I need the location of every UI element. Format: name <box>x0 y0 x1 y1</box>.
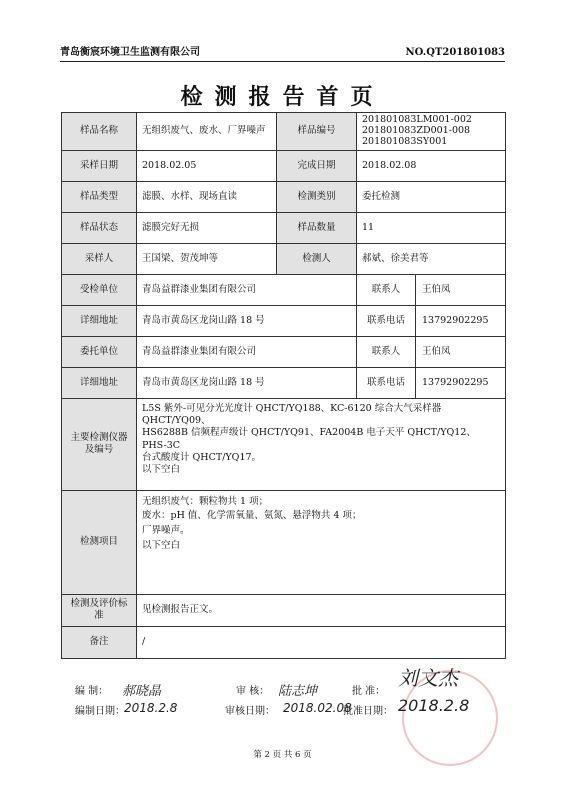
test-type-label: 检测类别 <box>277 181 357 212</box>
instrument-line: 台式酸度计 QHCT/YQ17。 <box>142 452 262 464</box>
table-row <box>62 594 506 626</box>
address2-label: 详细地址 <box>62 367 137 398</box>
completion-date-label: 完成日期 <box>277 150 357 181</box>
standard-label: 检测及评价标准 <box>62 594 137 626</box>
table-row <box>62 150 506 181</box>
sampling-date-label: 采样日期 <box>62 150 137 181</box>
report-number: NO.QT201801083 <box>405 47 505 58</box>
item-line: 废水：pH 值、化学需氧量、氨氮、悬浮物共 4 项； <box>142 510 362 522</box>
compile-signature: 郝晓晶 <box>122 684 162 699</box>
remarks-label: 备注 <box>62 626 137 658</box>
page-footer: 第 2 页 共 6 页 <box>253 750 312 760</box>
address-value: 青岛市黄岛区龙岗山路 18 号 <box>137 305 357 336</box>
sampler-label: 采样人 <box>62 243 137 274</box>
table-row <box>62 212 506 243</box>
table-row <box>62 336 506 367</box>
sample-no-line: 201801083LM001-002 <box>362 114 472 125</box>
approve-date: 2018.2.8 <box>398 696 470 715</box>
table-row <box>62 626 506 658</box>
item-line: 以下空白 <box>142 539 181 551</box>
table-row <box>62 490 506 594</box>
page-title: 检测报告首页 <box>180 84 385 110</box>
table-row <box>62 398 506 490</box>
standard-value: 见检测报告正文。 <box>137 594 506 626</box>
table-row <box>62 367 506 398</box>
sample-qty-value: 11 <box>357 212 506 243</box>
table-row <box>62 305 506 336</box>
sample-type-value: 滤膜、水样、现场直读 <box>137 181 277 212</box>
approve-date-label: 批准日期： <box>343 706 393 717</box>
report-table <box>61 112 506 659</box>
sample-no-line: 201801083SY001 <box>362 135 448 147</box>
table-row <box>62 113 506 151</box>
company-name: 青岛衡宸环境卫生监测有限公司 <box>60 47 200 58</box>
table-row <box>62 274 506 305</box>
completion-date-value: 2018.02.08 <box>357 150 506 181</box>
phone-cell <box>357 305 506 336</box>
client-value: 青岛益群漆业集团有限公司 <box>137 274 357 305</box>
phone-label: 联系电话 <box>357 306 416 336</box>
contact-cell <box>357 274 506 305</box>
phone-value: 13792902295 <box>422 314 489 326</box>
compile-date: 2018.2.8 <box>124 701 178 715</box>
sample-name-label: 样品名称 <box>62 113 137 151</box>
instrument-line: 以下空白 <box>142 464 181 476</box>
table-row <box>62 243 506 274</box>
phone2-cell <box>357 367 506 398</box>
review-label: 审 核： <box>236 686 270 697</box>
test-type-value: 委托检测 <box>357 181 506 212</box>
address2-value: 青岛市黄岛区龙岗山路 18 号 <box>137 367 357 398</box>
review-date-label: 审核日期： <box>225 706 275 717</box>
sampling-date-value: 2018.02.05 <box>137 150 277 181</box>
phone2-value: 13792902295 <box>422 376 489 388</box>
tester-value: 郝斌、徐美君等 <box>357 243 506 274</box>
sample-no-value <box>357 113 506 151</box>
instruments-value <box>137 398 506 490</box>
instrument-line: HS6288B 信频程声级计 QHCT/YQ91、FA2004B 电子天平 QHCT/YQ12、PHS-3C <box>142 427 476 451</box>
contact2-cell <box>357 336 506 367</box>
item-line: 无组织废气：颗粒物共 1 项； <box>142 495 269 507</box>
sample-no-line: 201801083ZD001-008 <box>362 124 471 136</box>
table-row <box>62 181 506 212</box>
items-label: 检测项目 <box>62 490 137 594</box>
sample-type-label: 样品类型 <box>62 181 137 212</box>
review-signature: 陆志坤 <box>278 684 318 699</box>
entrust-value: 青岛益群漆业集团有限公司 <box>137 336 357 367</box>
address-label: 详细地址 <box>62 305 137 336</box>
item-line: 厂界噪声。 <box>142 525 190 537</box>
page-header <box>60 42 505 58</box>
instrument-line: L5S 紫外-可见分光光度计 QHCT/YQ188、KC-6120 综合大气采样器 QHCT/YQ09、 <box>142 402 442 427</box>
approve-label: 批 准： <box>352 686 386 697</box>
contact-value: 王伯凤 <box>422 283 451 295</box>
sample-state-value: 滤膜完好无损 <box>137 212 277 243</box>
compile-date-label: 编制日期： <box>75 706 125 717</box>
sample-no-label: 样品编号 <box>277 113 357 151</box>
phone2-label: 联系电话 <box>357 368 416 398</box>
sample-qty-label: 样品数量 <box>277 212 357 243</box>
review-date: 2018.02.08 <box>283 701 352 715</box>
sampler-value: 王国梁、贺茂坤等 <box>137 243 277 274</box>
header-divider <box>60 61 505 62</box>
sample-name-value: 无组织废气、废水、厂界噪声 <box>137 113 277 151</box>
contact2-value: 王伯凤 <box>422 345 451 357</box>
contact2-label: 联系人 <box>357 337 416 367</box>
instruments-label: 主要检测仪器及编号 <box>62 398 137 490</box>
sample-state-label: 样品状态 <box>62 212 137 243</box>
remarks-value: / <box>137 626 506 658</box>
items-value <box>137 490 506 594</box>
contact-label: 联系人 <box>357 275 416 305</box>
entrust-label: 委托单位 <box>62 336 137 367</box>
compile-label: 编 制： <box>75 686 109 697</box>
client-label: 受检单位 <box>62 274 137 305</box>
tester-label: 检测人 <box>277 243 357 274</box>
approve-signature: 刘文杰 <box>398 666 458 690</box>
